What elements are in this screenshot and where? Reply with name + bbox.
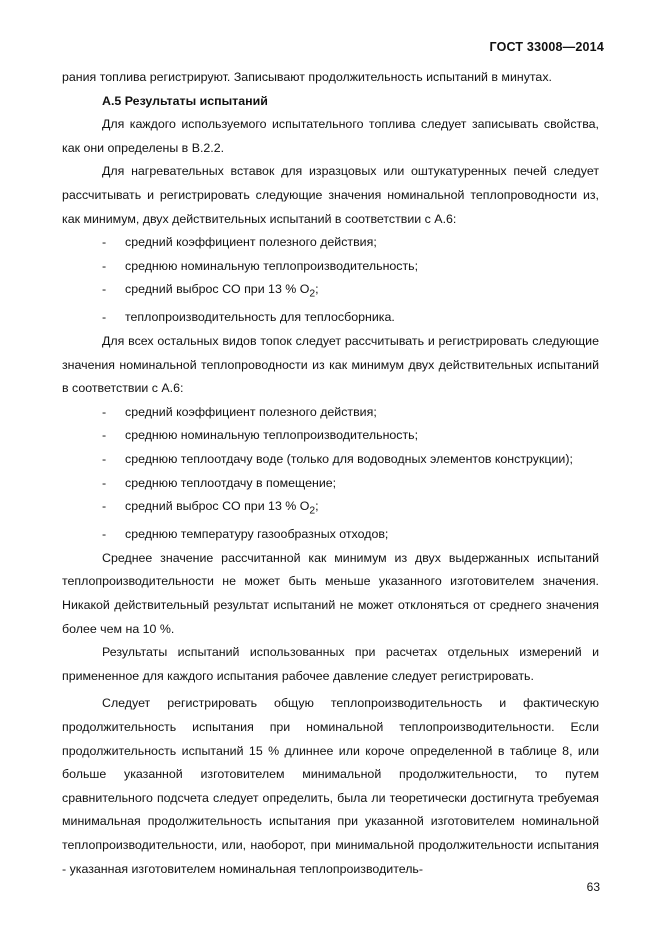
page-number: 63 [586, 880, 600, 894]
paragraph-continuation: рания топлива регистрируют. Записывают продолжительность испытаний в минутах. [62, 70, 552, 84]
paragraph: Результаты испытаний использованных при расчетах отдельных измерений и примененное для каждого испытания рабочее давление следует регистрировать. [62, 645, 599, 683]
list-dash: - [102, 451, 107, 466]
list-item: - средний выброс CO при 13 % $O_2$; [62, 278, 599, 306]
paragraph: Для каждого используемого испытательного топлива следует записывать свойства, как они определены в В.2.2. [62, 117, 599, 155]
list-item: - средний выброс CO при 13 % $O_2$; [62, 495, 599, 523]
list-dash: - [102, 404, 107, 419]
document-code: ГОСТ 33008—2014 [489, 40, 604, 54]
paragraph: Среднее значение рассчитанной как минимум из двух выдержанных испытаний теплопроизводительности не может быть меньше указанного изготовителем значения. Никакой действительный результат испытаний не может отклоняться от среднего значения более чем на 10 %. [62, 550, 599, 636]
paragraph: Для всех остальных видов топок следует рассчитывать и регистрировать следующие значения номинальной теплопроводности из как минимум двух действительных испытаний в соответствии с А.6: [62, 334, 599, 396]
paragraph: Следует регистрировать общую теплопроизводительность и фактическую продолжительность испытания при номинальной теплопроизводительности. Если продолжительность испытаний 15 % длиннее или короче определенной в таблице 8, или больше указанной изготовителем минимальной продолжительности, то путем сравнительного подсчета следует определить, была ли теоретически достигнута требуемая минимальная продолжительность испытания при указанной изготовителем номинальной теплопроизводительности, или, наоборот, при минимальной продолжительности испытания - указанная изготовителем номинальная теплопроизводитель- [62, 696, 599, 876]
list-item: - среднюю теплоотдачу в помещение; [62, 472, 599, 496]
list-item: - средний коэффициент полезного действия; [62, 401, 599, 425]
list-dash: - [102, 235, 107, 250]
list-dash: - [102, 428, 107, 443]
paragraph: Для нагревательных вставок для изразцовых или оштукатуренных печей следует рассчитывать и регистрировать следующие значения номинальной теплопроводности из, как минимум, двух действительных испытаний в соответствии с А.6: [62, 164, 599, 226]
list-item: - средний коэффициент полезного действия; [62, 231, 599, 255]
list-dash: - [102, 282, 107, 297]
list-dash: - [102, 499, 107, 514]
list-dash: - [102, 310, 107, 325]
list-item: - среднюю номинальную теплопроизводительность; [62, 255, 599, 279]
list-dash: - [102, 258, 107, 273]
section-heading: А.5 Результаты испытаний [102, 93, 268, 108]
list-item: - среднюю температуру газообразных отходов; [62, 523, 599, 547]
list-item: - теплопроизводительность для теплосборника. [62, 306, 599, 330]
list-dash: - [102, 475, 107, 490]
page-body [62, 66, 599, 881]
list-item: - среднюю номинальную теплопроизводительность; [62, 424, 599, 448]
list-dash: - [102, 527, 107, 542]
subscript: 2 [309, 505, 316, 517]
subscript: 2 [309, 288, 316, 300]
list-item: - среднюю теплоотдачу воде (только для водоводных элементов конструкции); [62, 448, 599, 472]
